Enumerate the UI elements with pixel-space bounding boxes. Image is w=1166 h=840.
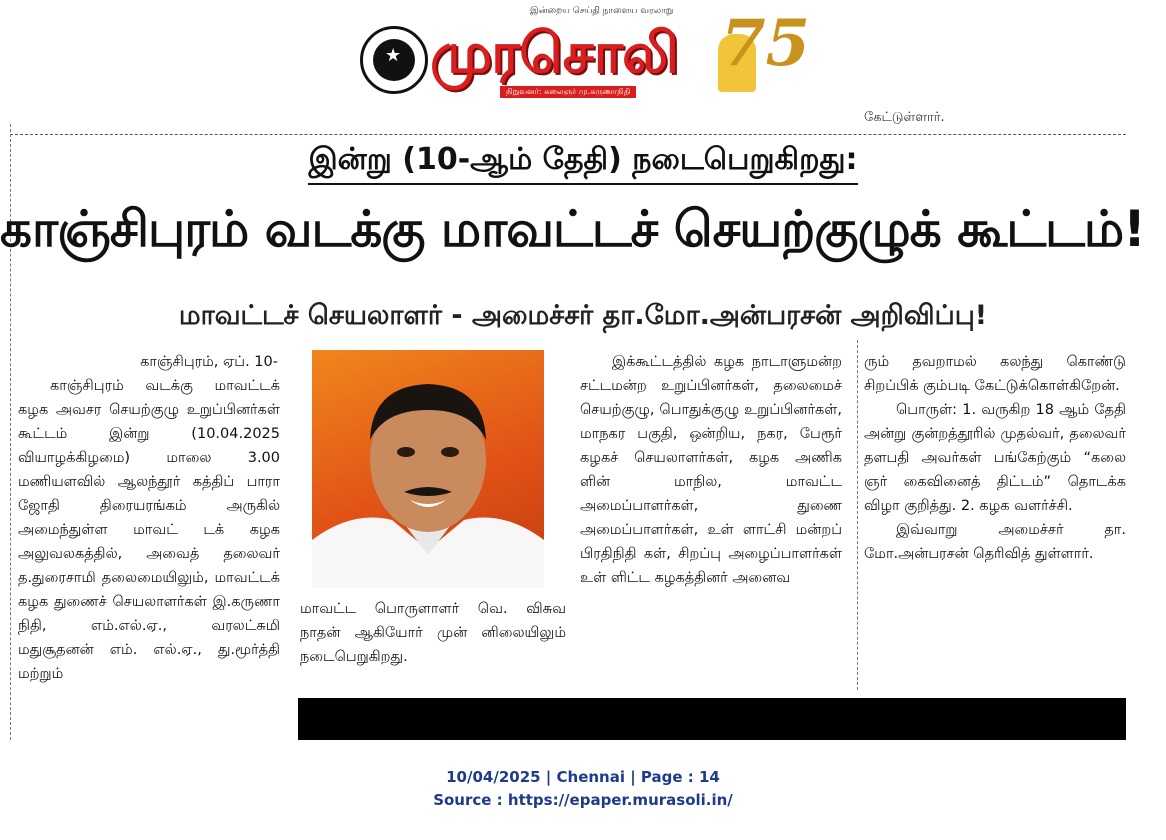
edition-info: 10/04/2025 | Chennai | Page : 14 xyxy=(446,768,720,786)
article-column-1 xyxy=(18,350,280,686)
article-paragraph: காஞ்சிபுரம் வடக்கு மாவட்டக் கழக அவசர செயற்குழு உறுப்பினர்கள் கூட்டம் இன்று (10.04.2025 வியாழக்கிழமை) மாலை 3.00 மணியளவில் ஆலந்தூர் கத்திப் பாரா ஜோதி திரையரங்கம் அருகில் அமைந்துள்ள மாவட் டக் கழக அலுவலகத்தில், அவைத் தலைவர் த.துரைசாமி தலைமையிலும், மாவட்டக் கழக துணைச் செயலாளர்கள் இ.கருணா நிதி, எம்.எல்.ஏ., வரலட்சுமி மதுசூதனன் எம். எல்.ஏ., து.மூர்த்தி மற்றும் xyxy=(18,378,280,682)
minister-photo xyxy=(312,350,544,588)
masthead-tagline: இன்றைய செய்தி நாளைய வரலாறு xyxy=(530,6,674,16)
article-column-4 xyxy=(864,350,1126,566)
photo-caption: மாவட்ட பொருளாளர் வெ. விசுவ நாதன் ஆகியோர் முன் னிலையிலும் நடைபெறுகிறது. xyxy=(300,601,566,665)
article-column-3 xyxy=(580,350,842,590)
portrait-image xyxy=(312,350,544,588)
anniversary-75-logo xyxy=(710,4,810,104)
article-dateline: காஞ்சிபுரம், ஏப். 10- xyxy=(140,354,278,370)
column-rule xyxy=(857,340,858,690)
kicker-text: இன்று (10-ஆம் தேதி) நடைபெறுகிறது: xyxy=(308,142,857,185)
newspaper-logo: முரசொலி xyxy=(430,21,678,86)
logo-subtitle: நிறுவனர்: கலைஞர் மு.கருணாநிதி xyxy=(500,86,636,98)
headline-kicker xyxy=(0,142,1166,185)
main-headline: காஞ்சிபுரம் வடக்கு மாவட்டச் செயற்குழுக் கூட்டம்! xyxy=(0,200,1145,258)
source-link[interactable]: Source : https://epaper.murasoli.in/ xyxy=(433,791,733,809)
sub-headline: மாவட்டச் செயலாளர் - அமைச்சர் தா.மோ.அன்பரசன் அறிவிப்பு! xyxy=(178,300,988,331)
previous-article-snippet: கேட்டுள்ளார். xyxy=(864,110,945,125)
article-paragraph: இவ்வாறு அமைச்சர் தா. மோ.அன்பரசன் தெரிவித் துள்ளார். xyxy=(864,522,1126,562)
masthead xyxy=(360,4,810,104)
black-band xyxy=(298,698,1126,740)
anniversary-number: 75 xyxy=(720,6,810,81)
article-paragraph: இக்கூட்டத்தில் கழக நாடாளுமன்ற சட்டமன்ற உறுப்பினர்கள், தலைமைச் செயற்குழு, பொதுக்குழு உறுப்பினர்கள், மாநகர பகுதி, ஒன்றிய, நகர, பேரூர் கழகச் செயலாளர்கள், கழக அணிக ளின் மாநில, மாவட்ட அமைப்பாளர்கள், துணை அமைப்பாளர்கள், உள் ளாட்சி மன்றப் பிரதிநிதி கள், சிறப்பு அழைப்பாளர்கள் உள் ளிட்ட கழகத்தினர் அனைவ xyxy=(580,354,842,586)
party-emblem-icon: ★ xyxy=(360,26,428,94)
header-divider xyxy=(10,134,1126,135)
article-paragraph: ரும் தவறாமல் கலந்து கொண்டு சிறப்பிக் கும்படி கேட்டுக்கொள்கிறேன். xyxy=(864,354,1126,394)
article-paragraph: பொருள்: 1. வருகிற 18 ஆம் தேதி அன்று குன்றத்தூரில் முதல்வர், தலைவர் தளபதி அவர்கள் பங்கேற்கும் “கலை ஞர் கைவினைத் திட்டம்” தொடக்க விழா குறித்து. 2. கழக வளர்ச்சி. xyxy=(864,402,1126,514)
